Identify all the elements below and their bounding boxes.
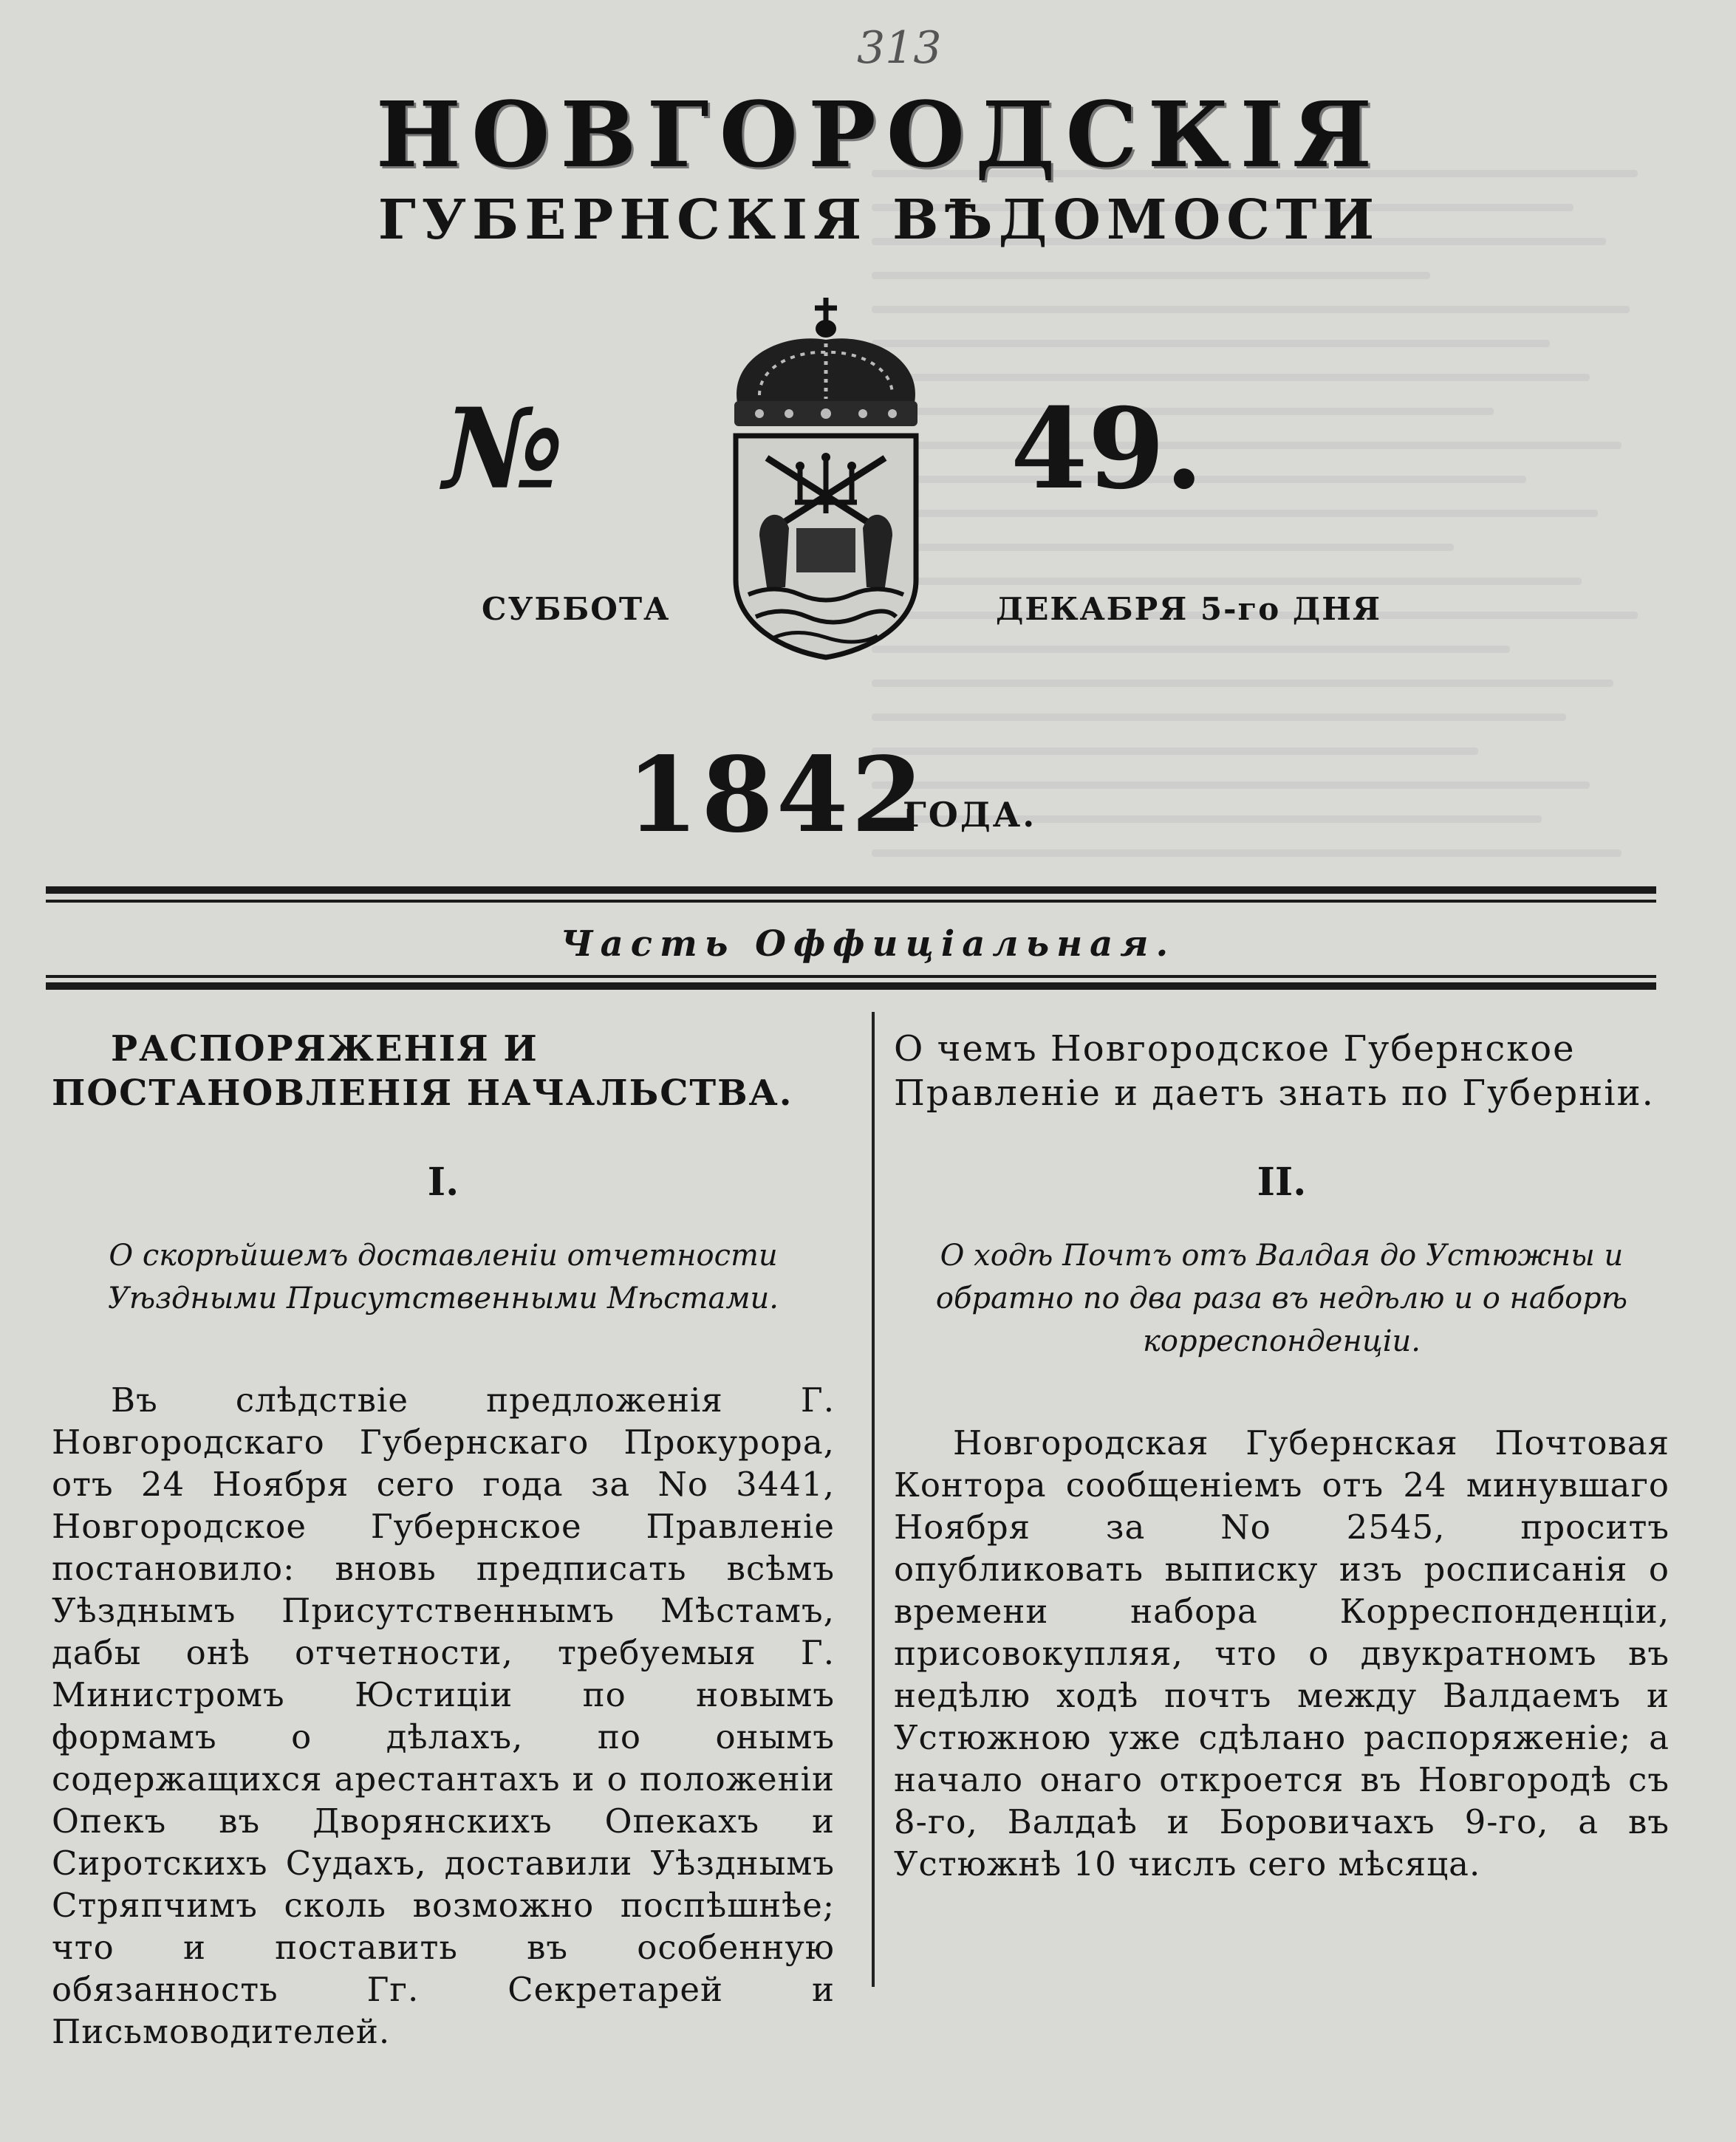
section-title: РАСПОРЯЖЕНІЯ И ПОСТАНОВЛЕНІЯ НАЧАЛЬСТВА. <box>52 1028 793 1114</box>
article-body: Въ слѣдствіе предложенія Г. Новгородскаго Губернскаго Прокурора, отъ 24 Ноября сего года за No 3441, Новгородское Губернское Правленіе постановило: вновь предписать всѣмъ Уѣзднымъ Присутственнымъ Мѣстамъ, дабы онѣ отчетности, требуемыя Г. Министромъ Юстиціи по новымъ формамъ о дѣлахъ, по онымъ содержащихся арестантахъ и о положеніи Опекъ въ Дворянскихъ Опекахъ и Сиротскихъ Судахъ, доставили Уѣзднымъ Стряпчимъ сколь возможно поспѣшнѣе; что и поставить въ особенную обязанность Гг. Секретарей и Письмоводителей. <box>52 1380 835 2051</box>
issue-year: 1842 <box>626 735 926 856</box>
issue-date: ДЕКАБРЯ 5-го ДНЯ <box>996 591 1381 627</box>
continuation-text: О чемъ Новгородское Губернское Правленіе и даетъ знать по Губерніи. <box>894 1028 1655 1114</box>
masthead-subtitle: ГУБЕРНСКІЯ ВѢДОМОСТИ <box>377 188 1381 252</box>
section-rule-thick <box>46 982 1656 990</box>
shield-icon <box>736 436 916 657</box>
issue-number: 49. <box>1011 384 1203 514</box>
item-subject: О скорѣйшемъ доставленіи отчетности Уѣздными Присутственными Мѣстами. <box>108 1239 779 1315</box>
header-rule-thin <box>46 900 1656 903</box>
masthead-title: НОВГОРОДСКІЯ <box>375 81 1383 188</box>
item-number: II. <box>1257 1160 1307 1205</box>
issue-number-sign: № <box>443 384 564 514</box>
article-body: Новгородская Губернская Почтовая Контора сообщеніемъ отъ 24 минувшаго Ноября за No 2545, проситъ опубликовать выписку изъ росписанія о времени набора Корреспонденціи, присовокупляя, что о двукратномъ въ недѣлю ходѣ почтъ между Валдаемъ и Устюжною уже сдѣлано распоряженіе; а начало онаго откроется въ Новгородѣ съ 8-го, Валдаѣ и Боровичахъ 9-го, а въ Устюжнѣ 10 числъ сего мѣсяца. <box>894 1423 1670 1883</box>
item-number: I. <box>427 1160 459 1205</box>
part-title: Часть Оффиціальная. <box>560 923 1176 965</box>
year-word: ГОДА. <box>903 795 1037 835</box>
column-divider <box>872 1012 875 1987</box>
header-rule-thick <box>46 886 1656 894</box>
section-rule-thin <box>46 975 1656 978</box>
weekday: СУББОТА <box>482 591 671 627</box>
coat-of-arms-emblem <box>715 292 937 661</box>
archive-number: 313 <box>857 22 942 74</box>
crown-icon <box>734 298 917 426</box>
right-column <box>894 1027 1670 1885</box>
left-column <box>52 1027 835 2053</box>
item-subject: О ходѣ Почтъ отъ Валдая до Устюжны и обратно по два раза въ недѣлю и о наборѣ корреспонденціи. <box>935 1239 1628 1358</box>
